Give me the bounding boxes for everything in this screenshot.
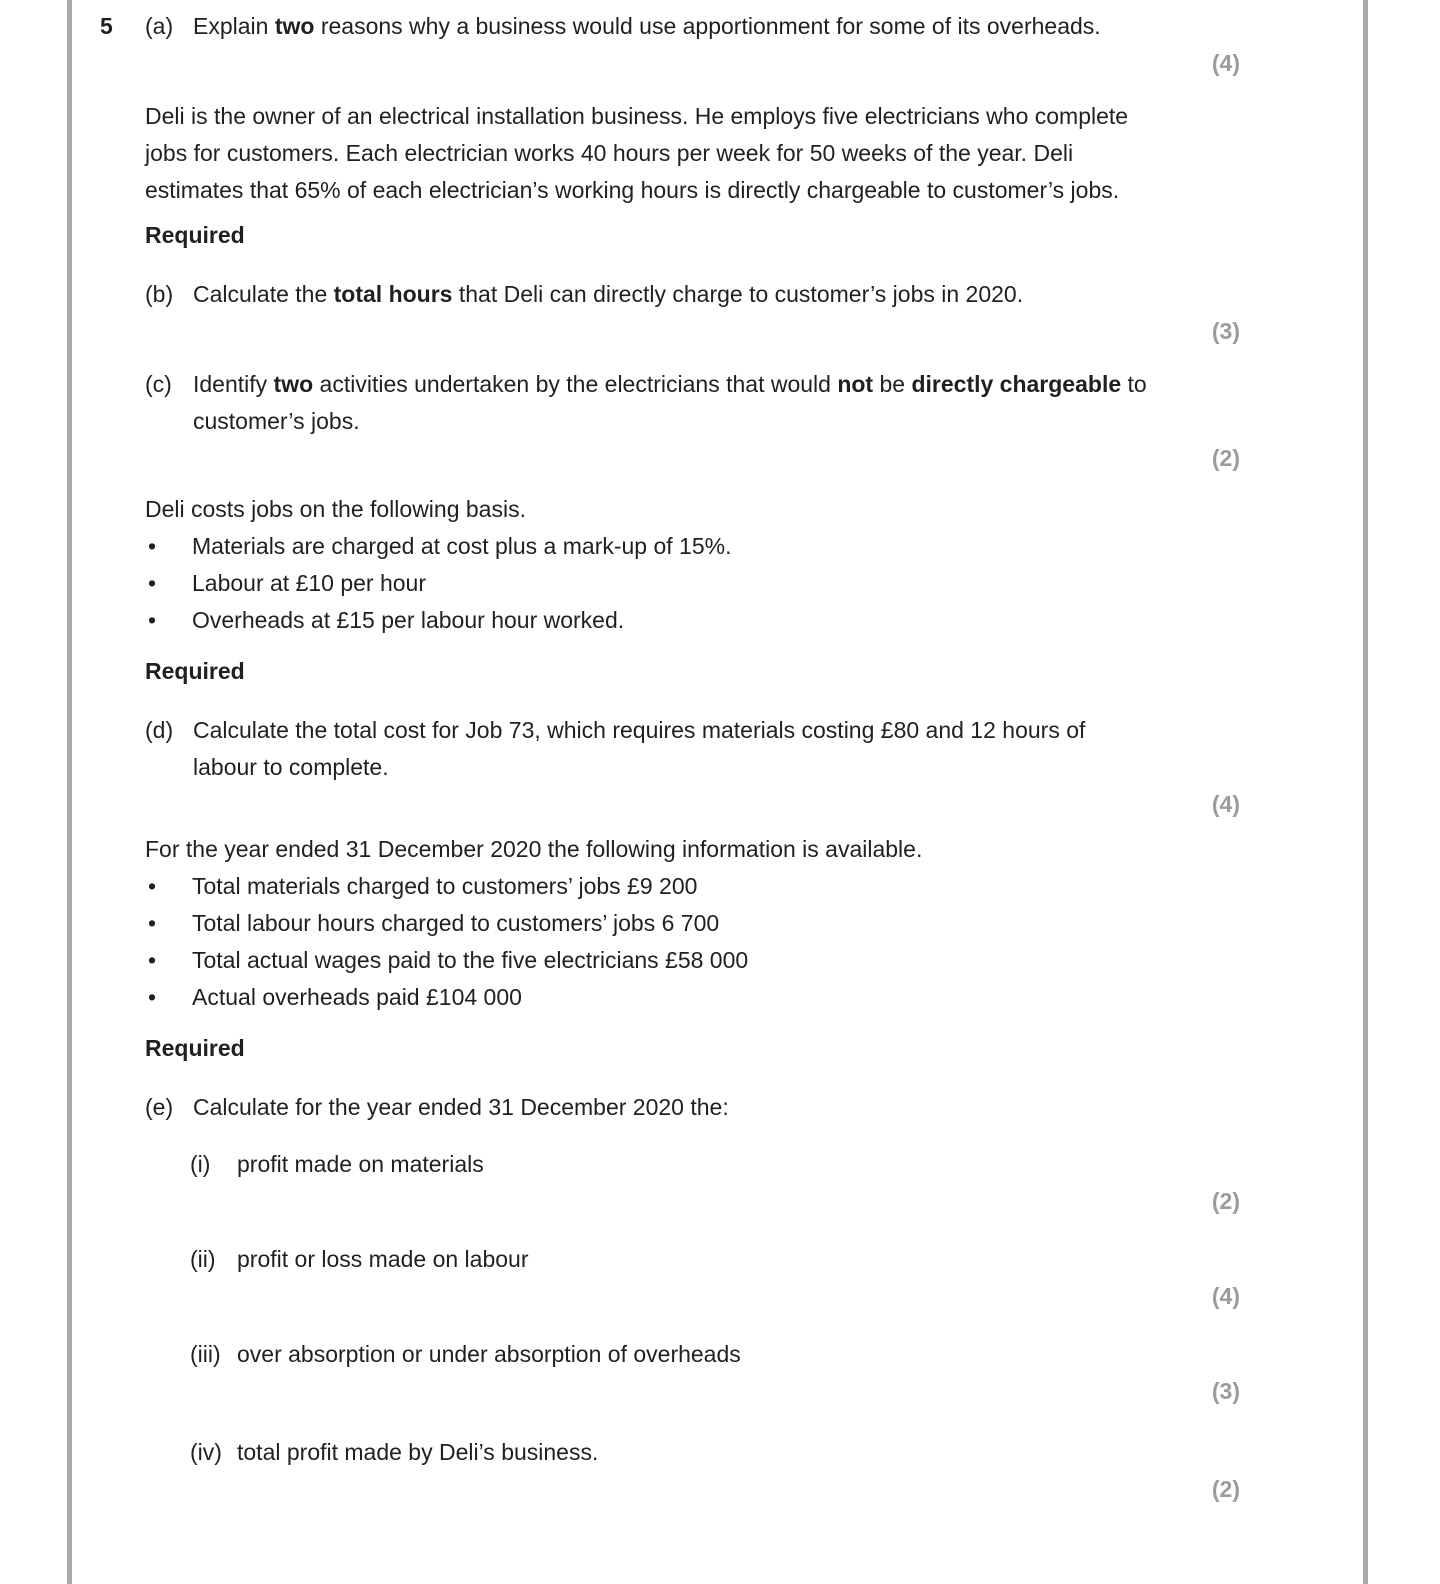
- sub-part-ii: [190, 1241, 1240, 1278]
- bullet-item: [148, 565, 1240, 602]
- sub-part-iv: [190, 1434, 1240, 1471]
- bullet-marker: •: [148, 607, 157, 633]
- bullet-text: Overheads at £15 per labour hour worked.: [192, 607, 625, 633]
- question-number: 5: [100, 13, 113, 39]
- part-b-text: Calculate the total hours that Deli can directly charge to customer’s jobs in 2020.: [193, 281, 1024, 307]
- sub-part-ii-text: profit or loss made on labour: [237, 1246, 529, 1272]
- sub-part-iii-text: over absorption or under absorption of overheads: [237, 1341, 741, 1367]
- bullet-text: Total labour hours charged to customers’ jobs 6 700: [192, 910, 720, 936]
- bullet-item: [148, 868, 1240, 905]
- intro-paragraph: Deli is the owner of an electrical installation business. He employs five electricians who complete jobs for customers. Each electrician works 40 hours per week for 50 weeks of the year. Deli estimates that 65% of each electrician’s working hours is directly chargeable to customer’s jobs.: [145, 103, 1129, 203]
- sub-part-iii-marks: (3): [1211, 1378, 1240, 1404]
- part-c-marks: (2): [1211, 445, 1240, 471]
- bullet-marker: •: [148, 873, 157, 899]
- part-c-text: Identify two activities undertaken by the electricians that would not be directly chargeable to customer’s jobs.: [193, 371, 1147, 434]
- question-5: [100, 8, 1240, 1508]
- sub-part-i-text: profit made on materials: [237, 1151, 484, 1177]
- bullet-marker: •: [148, 947, 157, 973]
- part-b-marks: (3): [1211, 318, 1240, 344]
- required-heading-1: Required: [145, 222, 245, 248]
- sub-part-i-marks: (2): [1211, 1188, 1240, 1214]
- part-e-label: (e): [145, 1094, 174, 1120]
- part-a-marks: (4): [1211, 50, 1240, 76]
- sub-part-ii-label: (ii): [190, 1246, 216, 1272]
- part-e-text: Calculate for the year ended 31 December 2020 the:: [193, 1094, 729, 1120]
- bullet-item: [148, 602, 1240, 639]
- right-page-rule: [1363, 0, 1368, 1584]
- bullet-item: [148, 942, 1240, 979]
- bullet-item: [148, 528, 1240, 565]
- part-a: [100, 8, 1240, 45]
- required-heading-2: Required: [145, 658, 245, 684]
- bullet-marker: •: [148, 570, 157, 596]
- part-c: [145, 366, 1240, 440]
- bullet-item: [148, 979, 1240, 1016]
- required-heading-3: Required: [145, 1035, 245, 1061]
- part-d-marks: (4): [1211, 791, 1240, 817]
- costing-intro: Deli costs jobs on the following basis.: [145, 496, 526, 522]
- bullet-text: Actual overheads paid £104 000: [192, 984, 522, 1010]
- part-d-label: (d): [145, 717, 174, 743]
- sub-part-ii-marks: (4): [1211, 1283, 1240, 1309]
- part-b-label: (b): [145, 281, 174, 307]
- sub-part-iv-marks: (2): [1211, 1476, 1240, 1502]
- sub-part-iv-label: (iv): [190, 1439, 222, 1465]
- bullet-text: Total materials charged to customers’ jobs £9 200: [192, 873, 698, 899]
- year-info-intro: For the year ended 31 December 2020 the following information is available.: [145, 836, 923, 862]
- part-e: [145, 1089, 1240, 1126]
- part-b: [145, 276, 1240, 313]
- left-page-rule: [67, 0, 72, 1584]
- part-a-text: Explain two reasons why a business would use apportionment for some of its overheads.: [193, 13, 1101, 39]
- part-d-text: Calculate the total cost for Job 73, which requires materials costing £80 and 12 hours of labour to complete.: [193, 717, 1086, 780]
- bullet-text: Labour at £10 per hour: [192, 570, 427, 596]
- sub-part-i-label: (i): [190, 1151, 211, 1177]
- bullet-marker: •: [148, 984, 157, 1010]
- bullet-text: Total actual wages paid to the five electricians £58 000: [192, 947, 749, 973]
- part-c-label: (c): [145, 371, 172, 397]
- sub-part-iv-text: total profit made by Deli’s business.: [237, 1439, 599, 1465]
- bullet-marker: •: [148, 533, 157, 559]
- part-d: [145, 712, 1240, 786]
- sub-part-iii: [190, 1336, 1240, 1373]
- sub-part-i: [190, 1146, 1240, 1183]
- bullet-item: [148, 905, 1240, 942]
- sub-part-iii-label: (iii): [190, 1341, 221, 1367]
- bullet-marker: •: [148, 910, 157, 936]
- part-a-label: (a): [145, 13, 174, 39]
- bullet-text: Materials are charged at cost plus a mark-up of 15%.: [192, 533, 732, 559]
